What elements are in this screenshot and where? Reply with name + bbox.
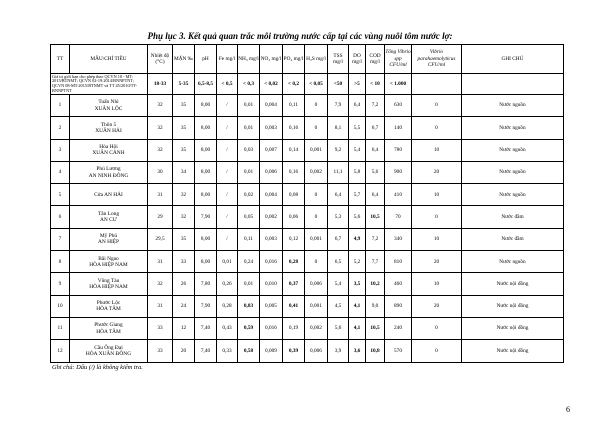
sample-commune: HÒA TÂM (96, 306, 121, 313)
standard-value: < 0,5 (217, 74, 238, 95)
col-header-ph: pH (195, 45, 217, 74)
measurement-cell: 5,8 (349, 161, 366, 183)
measurement-cell: 0,37 (283, 273, 305, 295)
measurement-cell: 29 (148, 206, 173, 228)
row-number: 1 (51, 95, 70, 117)
row-note: Nước nguồn (462, 95, 564, 117)
measurement-cell: 0,016 (260, 317, 283, 339)
measurement-cell: 0,01 (238, 95, 260, 117)
water-quality-table (50, 44, 564, 363)
measurement-cell: 10 (412, 139, 462, 161)
sample-location (70, 228, 148, 250)
measurement-cell: 0 (305, 184, 328, 206)
measurement-cell: 5,2 (349, 251, 366, 273)
measurement-cell: / (217, 161, 238, 183)
measurement-cell: 5,4 (328, 273, 349, 295)
row-note: Nước nội đồng (462, 273, 564, 295)
row-number: 6 (51, 206, 70, 228)
measurement-cell: 32 (173, 206, 195, 228)
measurement-cell: 570 (385, 340, 412, 362)
measurement-cell: 10 (412, 184, 462, 206)
measurement-cell: 0,01 (238, 161, 260, 183)
header-row (51, 45, 564, 74)
row-number: 4 (51, 161, 70, 183)
measurement-cell: 8,00 (195, 161, 217, 183)
row-note: Nước nội đồng (462, 340, 564, 362)
measurement-cell: 5,4 (349, 139, 366, 161)
measurement-cell: 0,002 (305, 161, 328, 183)
col-header-sample: MẪU\CHỈ TIÊU (70, 45, 148, 74)
measurement-cell: 10,8 (366, 340, 385, 362)
row-note: Nước nguồn (462, 139, 564, 161)
measurement-cell: 0,58 (238, 340, 260, 362)
measurement-cell: 0,002 (260, 206, 283, 228)
measurement-cell: 26 (173, 273, 195, 295)
measurement-cell: 31 (148, 251, 173, 273)
row-number: 9 (51, 273, 70, 295)
measurement-cell: 11,1 (328, 161, 349, 183)
measurement-cell: 900 (385, 161, 412, 183)
measurement-cell: 0,33 (217, 340, 238, 362)
standard-value (462, 74, 564, 95)
measurement-cell: / (217, 206, 238, 228)
measurement-cell: 5,5 (349, 117, 366, 139)
table-row (51, 317, 564, 339)
sample-commune: AN CƯ (100, 217, 117, 224)
measurement-cell: 0,001 (305, 295, 328, 317)
measurement-cell: 5,6 (328, 317, 349, 339)
sample-commune: HÒA XUÂN ĐÔNG (85, 350, 132, 357)
measurement-cell: 6,7 (328, 228, 349, 250)
measurement-cell: 24 (173, 295, 195, 317)
row-number: 12 (51, 340, 70, 362)
measurement-cell: 0 (305, 206, 328, 228)
col-header-vibrio-total: Tổng Vibrio spp CFU/ml (385, 45, 412, 74)
measurement-cell: 0,41 (283, 295, 305, 317)
measurement-cell: 340 (385, 228, 412, 250)
measurement-cell: 35 (173, 117, 195, 139)
table-row (51, 117, 564, 139)
measurement-cell: 9,2 (328, 139, 349, 161)
sample-village: Tuấn Nhì (98, 99, 119, 106)
page-title: Phụ lục 3. Kết quả quan trắc môi trường nước cấp tại các vùng nuôi tôm nước lợ: (147, 31, 453, 41)
measurement-cell: 7,80 (195, 273, 217, 295)
measurement-cell: 0,010 (260, 273, 283, 295)
standard-value: 5-35 (173, 74, 195, 95)
measurement-cell: 31 (148, 184, 173, 206)
col-header-salinity: MẶN ‰ (173, 45, 195, 74)
sample-commune: XUÂN LỘC (94, 105, 123, 112)
measurement-cell: 8,00 (195, 251, 217, 273)
measurement-cell: 33 (148, 340, 173, 362)
measurement-cell: 0,006 (305, 340, 328, 362)
measurement-cell: 20 (412, 161, 462, 183)
measurement-cell: 0 (412, 206, 462, 228)
col-header-po4: PO₄ mg/l (283, 45, 305, 74)
measurement-cell: 0,08 (283, 184, 305, 206)
measurement-cell: 0 (305, 117, 328, 139)
measurement-cell: 35 (173, 228, 195, 250)
sample-location (70, 340, 148, 362)
measurement-cell: 6,4 (366, 139, 385, 161)
measurement-cell: 0,59 (238, 317, 260, 339)
measurement-cell: 29,5 (148, 228, 173, 250)
standard-label: Giá trị giới hạn cho phép theo QCVN 10 - MT: 2015/BTNMT; QCVN 02-19:2014/BNNPTNT; QCVN 08-MT:2015/BTNMT và TT 45/2010/TT-BNNPTNT (51, 74, 148, 95)
row-note: Nước nguồn (462, 161, 564, 183)
measurement-cell: 8,00 (195, 228, 217, 250)
table-row (51, 184, 564, 206)
measurement-cell: 0,39 (283, 340, 305, 362)
measurement-cell: 6,4 (366, 184, 385, 206)
row-note: Nước đầm (462, 228, 564, 250)
measurement-cell: 0,24 (238, 251, 260, 273)
row-number: 11 (51, 317, 70, 339)
sample-village: Cầu Ông Đại (94, 344, 123, 351)
measurement-cell: 20 (173, 340, 195, 362)
measurement-cell: 4,1 (349, 317, 366, 339)
measurement-cell: 8,00 (195, 139, 217, 161)
measurement-cell: 0,11 (283, 95, 305, 117)
measurement-cell: 0,003 (260, 117, 283, 139)
col-header-vibrio-para: Vibrio parahaemolyticus CFU/ml (412, 45, 462, 74)
sample-village: Hòa Hội (99, 144, 118, 151)
measurement-cell: 0,83 (238, 295, 260, 317)
measurement-cell: 0,016 (260, 251, 283, 273)
sample-location (70, 95, 148, 117)
measurement-cell: 240 (385, 317, 412, 339)
row-number: 5 (51, 184, 70, 206)
col-header-note: GHI CHÚ (462, 45, 564, 74)
sample-location (70, 251, 148, 273)
sample-commune: XUÂN HẢI (95, 127, 122, 134)
table-row (51, 340, 564, 362)
col-header-tss: TSS mg/l (328, 45, 349, 74)
table-row (51, 251, 564, 273)
row-note: Nước đầm (462, 206, 564, 228)
sample-commune: AN NINH ĐÔNG (88, 172, 129, 179)
measurement-cell: / (217, 228, 238, 250)
measurement-cell: 460 (385, 273, 412, 295)
table-row (51, 95, 564, 117)
measurement-cell: 5,7 (349, 184, 366, 206)
measurement-cell: 20 (412, 251, 462, 273)
table-row (51, 273, 564, 295)
sample-commune: HÒA HIỆP NAM (89, 284, 128, 291)
measurement-cell: / (217, 139, 238, 161)
sample-location (70, 317, 148, 339)
measurement-cell: 5,6 (366, 161, 385, 183)
measurement-cell: 5,6 (349, 206, 366, 228)
measurement-cell: 0,28 (217, 295, 238, 317)
measurement-cell: 140 (385, 117, 412, 139)
row-number: 2 (51, 117, 70, 139)
measurement-cell: 0,002 (305, 317, 328, 339)
measurement-cell: 30 (148, 161, 173, 183)
sample-commune: AN HIỆP (97, 239, 120, 246)
measurement-cell: 0,006 (260, 161, 283, 183)
measurement-cell: 7,40 (195, 340, 217, 362)
measurement-cell: 4,5 (328, 295, 349, 317)
measurement-cell: 0,26 (217, 273, 238, 295)
measurement-cell: 8,00 (195, 117, 217, 139)
measurement-cell: 3,6 (349, 340, 366, 362)
measurement-cell: 7,9 (328, 95, 349, 117)
measurement-cell: / (217, 95, 238, 117)
col-header-fe: Fe mg/l (217, 45, 238, 74)
measurement-cell: 0,14 (283, 139, 305, 161)
sample-location (70, 295, 148, 317)
col-header-do: DO mg/l (349, 45, 366, 74)
sample-location (70, 273, 148, 295)
footnote: Ghi chú: Dấu (/) là không kiểm tra. (52, 364, 143, 371)
row-note: Nước nội đồng (462, 295, 564, 317)
measurement-cell: 32 (148, 95, 173, 117)
measurement-cell: 0,01 (238, 117, 260, 139)
col-header-h2s: H₂S mg/l (305, 45, 328, 74)
col-header-cod: COD mg/l (366, 45, 385, 74)
sample-village: Phú Lương (96, 166, 121, 173)
measurement-cell: 4,1 (349, 295, 366, 317)
measurement-cell: 6,5 (328, 251, 349, 273)
measurement-cell: 0,01 (217, 251, 238, 273)
measurement-cell: 0,16 (283, 117, 305, 139)
measurement-cell: 0,05 (238, 206, 260, 228)
row-number: 8 (51, 251, 70, 273)
measurement-cell: 32 (173, 184, 195, 206)
sample-location (70, 206, 148, 228)
measurement-cell: 0 (412, 340, 462, 362)
measurement-cell: 35 (173, 139, 195, 161)
col-header-tt: TT (51, 45, 70, 74)
measurement-cell: 780 (385, 139, 412, 161)
measurement-cell: 0,19 (283, 317, 305, 339)
table-row (51, 161, 564, 183)
measurement-cell: 0 (305, 95, 328, 117)
measurement-cell: 7,2 (366, 95, 385, 117)
measurement-cell: 10 (412, 273, 462, 295)
measurement-cell: 0,009 (260, 340, 283, 362)
measurement-cell: 0 (412, 117, 462, 139)
measurement-cell: 0,11 (238, 228, 260, 250)
sample-location (70, 139, 148, 161)
measurement-cell: 31 (148, 295, 173, 317)
measurement-cell: 0,16 (283, 161, 305, 183)
measurement-cell: 8,1 (328, 117, 349, 139)
standard-value: <50 (328, 74, 349, 95)
measurement-cell: 32 (148, 117, 173, 139)
sample-commune: XUÂN CẢNH (92, 150, 125, 157)
standard-value: < 1.000 (385, 74, 412, 95)
sample-location (70, 184, 148, 206)
measurement-cell: 6,4 (328, 184, 349, 206)
row-note: Nước nguồn (462, 117, 564, 139)
measurement-cell: 0,004 (260, 184, 283, 206)
measurement-cell: 33 (173, 251, 195, 273)
standard-value: < 0,02 (260, 74, 283, 95)
table-row (51, 139, 564, 161)
sample-location (70, 117, 148, 139)
row-number: 10 (51, 295, 70, 317)
sample-commune: Cửa AN HẢI (94, 191, 123, 198)
measurement-cell: 10 (412, 228, 462, 250)
measurement-cell: 0,001 (305, 228, 328, 250)
measurement-cell: 5,3 (328, 206, 349, 228)
sample-commune: HÒA HIỆP NAM (89, 261, 128, 268)
standard-value: < 0,05 (305, 74, 328, 95)
measurement-cell: 410 (385, 184, 412, 206)
measurement-cell: 0,02 (238, 184, 260, 206)
col-header-no2: NO₂ mg/l (260, 45, 283, 74)
measurement-cell: 0,03 (238, 139, 260, 161)
measurement-cell: 0,28 (283, 251, 305, 273)
table-row (51, 206, 564, 228)
measurement-cell: 4,9 (349, 228, 366, 250)
table-row (51, 228, 564, 250)
sample-village: Phước Lộc (96, 300, 121, 307)
measurement-cell: 32 (148, 273, 173, 295)
measurement-cell: / (217, 184, 238, 206)
measurement-cell: 10,2 (366, 273, 385, 295)
measurement-cell: 0 (412, 317, 462, 339)
standard-value: < 0,3 (238, 74, 260, 95)
measurement-cell: 3,9 (328, 340, 349, 362)
measurement-cell: 12 (173, 317, 195, 339)
col-header-temperature: Nhiệt độ (°C) (148, 45, 173, 74)
sample-village: Vũng Tàu (97, 277, 120, 284)
measurement-cell: 0 (305, 251, 328, 273)
measurement-cell: 7,40 (195, 317, 217, 339)
measurement-cell: 32 (148, 139, 173, 161)
measurement-cell: 7,90 (195, 295, 217, 317)
standard-value (412, 74, 462, 95)
measurement-cell: 0,004 (260, 95, 283, 117)
standard-value: 18-33 (148, 74, 173, 95)
measurement-cell: 0,12 (283, 228, 305, 250)
measurement-cell: 33 (148, 317, 173, 339)
measurement-cell: 890 (385, 295, 412, 317)
row-number: 3 (51, 139, 70, 161)
measurement-cell: 20 (412, 295, 462, 317)
measurement-cell: 8,00 (195, 95, 217, 117)
measurement-cell: 0,003 (260, 228, 283, 250)
measurement-cell: 0,006 (305, 273, 328, 295)
measurement-cell: 810 (385, 251, 412, 273)
sample-location (70, 161, 148, 183)
measurement-cell: 6,4 (349, 95, 366, 117)
measurement-cell: 34 (173, 161, 195, 183)
sample-village: Thôn 5 (100, 121, 117, 128)
row-note: Nước nguồn (462, 251, 564, 273)
col-header-nh3: NH₃ mg/l (238, 45, 260, 74)
standard-value: 6,5-8,5 (195, 74, 217, 95)
page-number: 6 (566, 405, 570, 414)
measurement-cell: 3,5 (349, 273, 366, 295)
sample-village: Bãi Ngao (98, 255, 119, 262)
row-note: Nước nguồn (462, 184, 564, 206)
standard-value: >5 (349, 74, 366, 95)
measurement-cell: 10,5 (366, 317, 385, 339)
measurement-cell: 0,007 (260, 139, 283, 161)
sample-village: Phước Giang (94, 322, 123, 329)
measurement-cell: 0,005 (260, 295, 283, 317)
row-note: Nước nội đồng (462, 317, 564, 339)
table-row (51, 295, 564, 317)
measurement-cell: 70 (385, 206, 412, 228)
measurement-cell: 0,06 (283, 206, 305, 228)
row-number: 7 (51, 228, 70, 250)
measurement-cell: 0,01 (238, 273, 260, 295)
measurement-cell: 0,43 (217, 317, 238, 339)
measurement-cell: 7,90 (195, 206, 217, 228)
measurement-cell: 7,7 (366, 251, 385, 273)
measurement-cell: 630 (385, 95, 412, 117)
measurement-cell: 0,001 (305, 139, 328, 161)
sample-commune: HÒA TÂM (96, 328, 121, 335)
standard-value: < 0,2 (283, 74, 305, 95)
measurement-cell: 35 (173, 95, 195, 117)
measurement-cell: 0 (412, 95, 462, 117)
measurement-cell: 6,7 (366, 117, 385, 139)
standard-row (51, 74, 564, 95)
standard-value: < 10 (366, 74, 385, 95)
sample-village: Tân Long (97, 210, 120, 217)
measurement-cell: 7,2 (366, 228, 385, 250)
measurement-cell: 9,0 (366, 295, 385, 317)
measurement-cell: / (217, 117, 238, 139)
measurement-cell: 10,5 (366, 206, 385, 228)
measurement-cell: 8,00 (195, 184, 217, 206)
sample-village: Mỹ Phú (99, 233, 118, 240)
